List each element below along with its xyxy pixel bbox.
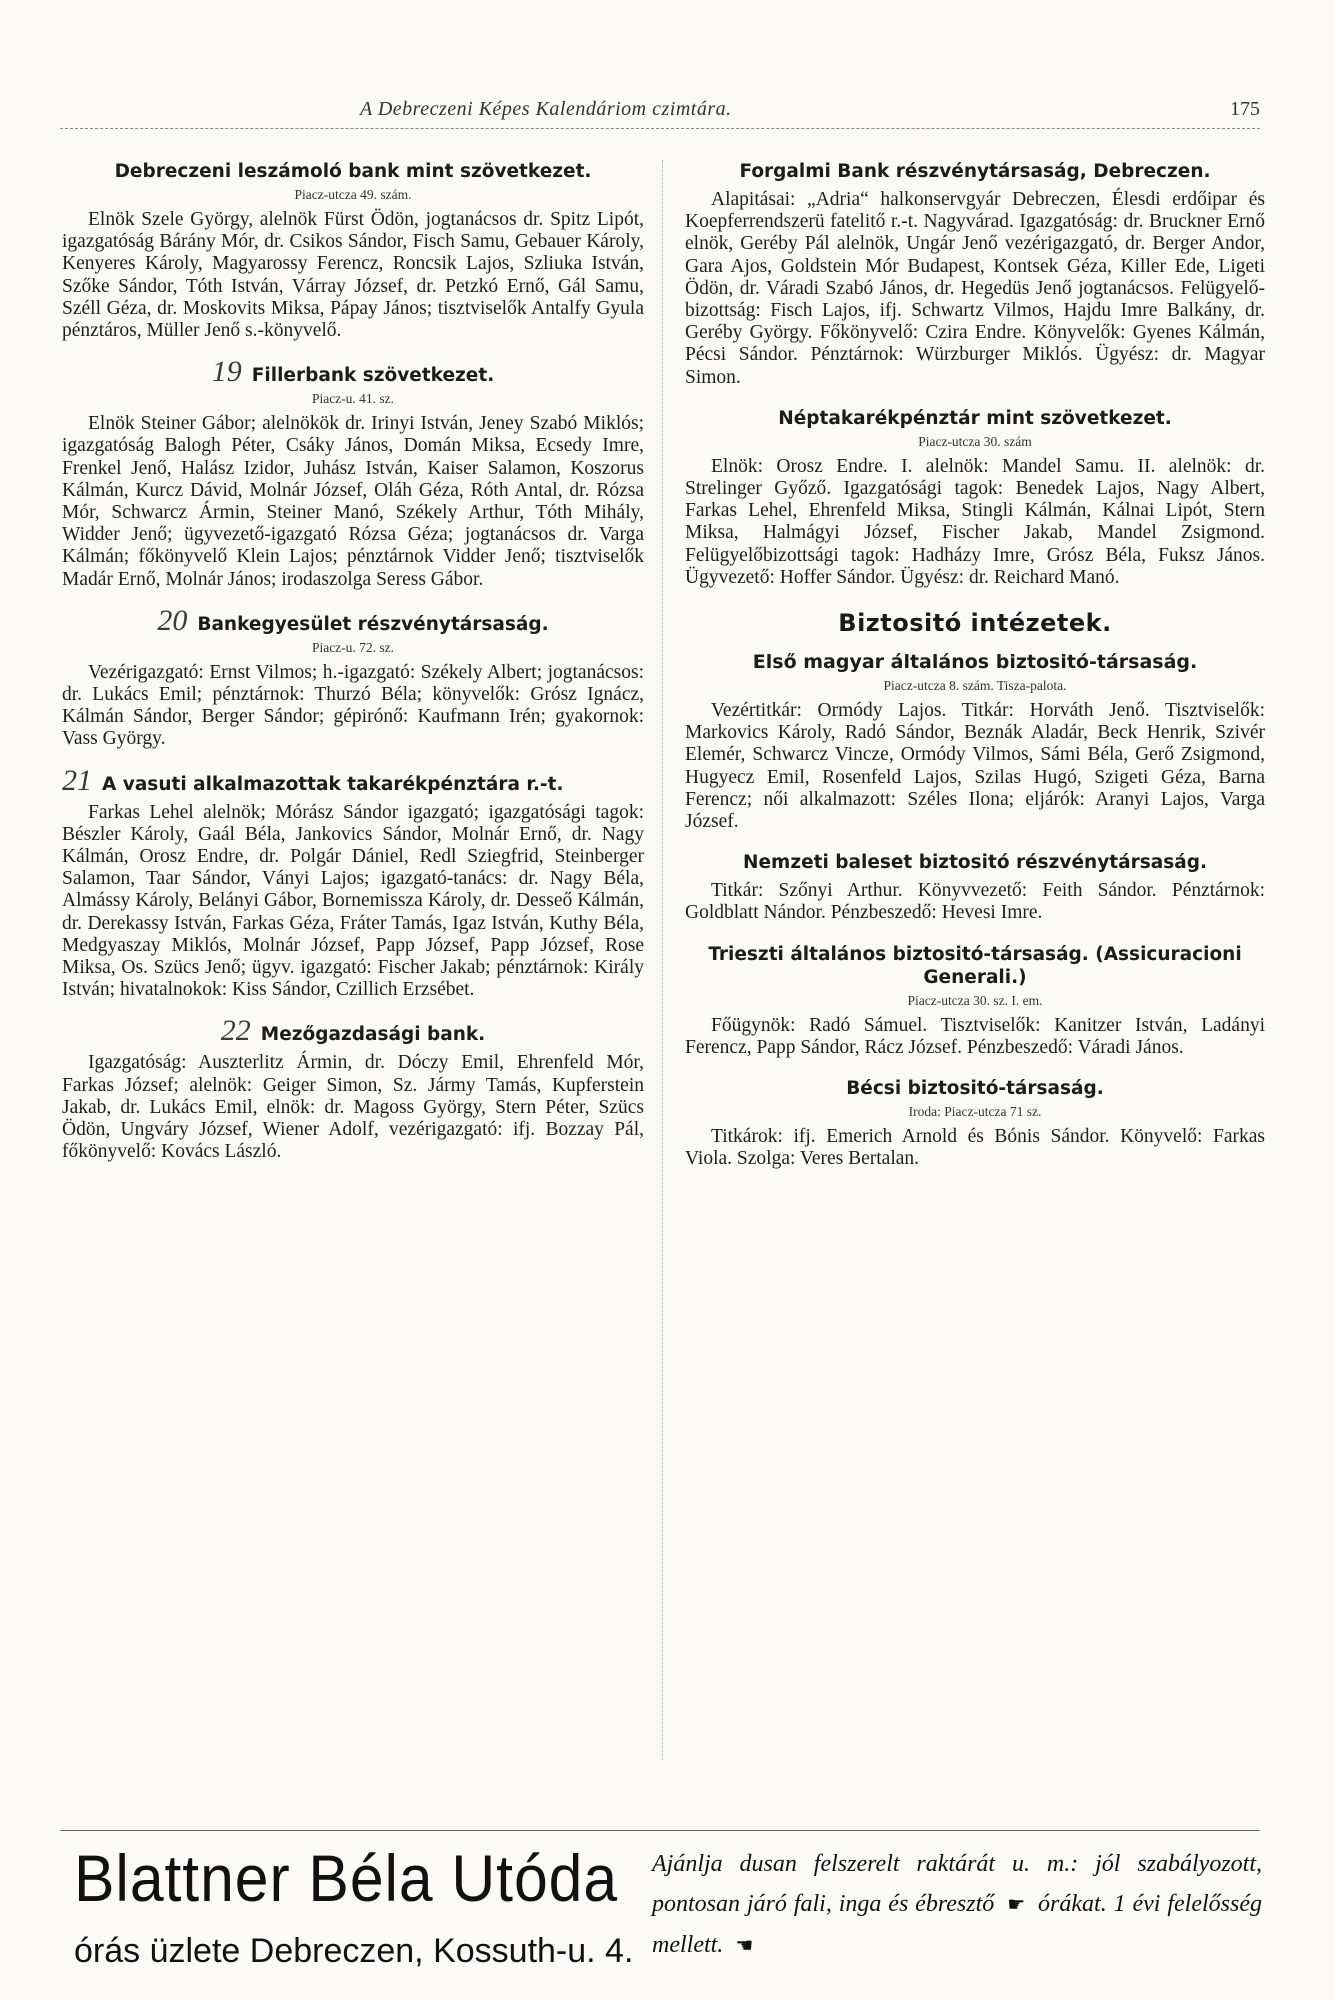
advertisement-text-start: Ajánlja dusan felszerelt raktárát u. m.: jól szabályozott, pontosan járó fali, inga és ébresztő (652, 1851, 1262, 1917)
entry-title (62, 603, 644, 637)
entry-fillerbank (62, 355, 644, 591)
entry-bankegyesulet (62, 603, 644, 751)
advertisement-text (652, 1844, 1262, 1966)
entry-body: Elnök Steiner Gábor; alelnökök dr. Irinyi István, Jeney Szabó Miklós; igazgatóság Balogh Péter, Csáky János, Domán Miksa, Ecsedy Imre, Frenkel Jenő, Halász Izidor, Juhász István, Kaiser Salamon, Koszorus Kálmán, Kurcz Dávid, Molnár József, Oláh Géza, Róth Antal, dr. Rózsa Mór, Schwarcz Ármin, Steiner Manó, Székely Arthur, Tóth Mihály, Widder Jenő; ügyvezető-igazgató Rózsa Géza; jogtanácsos dr. Varga Kálmán; főkönyvelő Klein Lajos; pénztárnok Vidder Jenő; tisztviselők Madár Ernő, Molnár János; irodaszolga Seress Gábor. (62, 413, 644, 590)
entry-title-text: Bankegyesület részvénytársaság. (197, 613, 549, 635)
entry-title: Trieszti általános biztositó-társaság. (Assicuracioni Generali.) (708, 943, 1242, 988)
entry-neptakarekpenztar (685, 407, 1265, 589)
entry-address: Piacz-utcza 30. szám (918, 433, 1032, 449)
entry-body: Titkárok: ifj. Emerich Arnold és Bónis Sándor. Könyvelő: Farkas Viola. Szolga: Veres Bertalan. (685, 1126, 1265, 1170)
left-column (62, 160, 644, 1182)
handwritten-number: 20 (157, 603, 188, 637)
entry-address: Iroda: Piacz-utcza 71 sz. (908, 1104, 1042, 1120)
entry-title-text: Mezőgazdasági bank. (260, 1024, 486, 1046)
entry-body: Alapitásai: „Adria“ halkonservgyár Debreczen, Élesdi erdőipar és Koepferrendszerü fatelitő r.-t. Nagyvárad. Igazgatóság: dr. Bruckner Ernő elnök, Geréby Pál alelnök, Ungár Jenő vezérigazgató, dr. Berger Andor, Gara Ajos, Goldstein Mór Budapest, Kontsek Géza, Killer Ede, Ligeti Ödön, dr. Váradi Szabó János, dr. Hegedüs Jenő jogtanácsos. Felügyelő-bizottság: Fisch Lajos, ifj. Schwartz Vilmos, Hajdu Imre Balkány, dr. Geréby György. Főkönyvelő: Czira Endre. Könyvelők: Gyenes Kálmán, Pécsi Sándor. Pénztárnok: Würzburger Miklós. Ügyész: dr. Magyar Simon. (685, 189, 1265, 388)
handwritten-number: 21 (62, 763, 92, 797)
column-divider (662, 160, 663, 1760)
entry-body: Titkár: Szőnyi Arthur. Könyvvezető: Feith Sándor. Pénztárnok: Goldblatt Nándor. Pénzbeszedő: Hevesi Imre. (685, 880, 1265, 924)
entry-elso-magyar-biztosito (685, 651, 1265, 833)
entry-title: Forgalmi Bank részvénytársaság, Debreczen. (739, 161, 1211, 182)
entry-body: Vezérigazgató: Ernst Vilmos; h.-igazgató: Székely Albert; jogtanácsos: dr. Lukács Emil; pénztárnok: Thurzó Béla; könyvelők: Grósz Ignácz, Kálmán Sándor, Berger Sándor; gépirónő: Kaufmann Irén; gyakornok: Vass György. (62, 661, 644, 750)
entry-title (62, 763, 644, 797)
entry-title (62, 355, 644, 389)
entry-address: Piacz-u. 72. sz. (311, 639, 395, 655)
entry-title-text: A vasuti alkalmazottak takarékpénztára r.-t. (102, 773, 564, 795)
entry-body: Vezértitkár: Ormódy Lajos. Titkár: Horváth Jenő. Tisztviselők: Markovics Károly, Radó Sándor, Beznák Aladár, Beck Henrik, Szivér Elemér, Schwarcz Vincze, Ormódy Vilmos, Sámi Béla, Gerő Zsigmond, Hugyecz Emil, Rosenfeld Lajos, Szilas Hugó, Szigeti Géza, Barna Ferencz; női alkalmazott: Széles Ilona; eljárók: Aranyi Lajos, Varga József. (685, 700, 1265, 833)
pointing-hand-icon: ☛ (1007, 1894, 1026, 1916)
entry-becsi-biztosito (685, 1077, 1265, 1170)
entry-body: Főügynök: Radó Sámuel. Tisztviselők: Kanitzer István, Ladányi Ferencz, Papp Sándor, Rácz József. Pénzbeszedő: Váradi János. (685, 1014, 1265, 1058)
entry-title: Néptakarékpénztár mint szövetkezet. (778, 407, 1172, 429)
advertiser-name: Blattner Béla Utóda (74, 1841, 619, 1915)
entry-title (62, 1014, 644, 1048)
page-number: 175 (1230, 98, 1260, 120)
entry-title-text: Fillerbank szövetkezet. (251, 365, 495, 387)
advertiser-shop: órás üzlete Debreczen, Kossuth-u. 4. (74, 1932, 634, 1970)
entry-title: Első magyar általános biztositó-társaság. (752, 651, 1198, 674)
entry-body: Farkas Lehel alelnök; Mórász Sándor igazgató; igazgatósági tagok: Bészler Károly, Gaál Béla, Jankovics Sándor, Molnár Ernő, dr. Nagy Kálmán, Orosz Endre, dr. Polgár Dániel, Redl Sziegfrid, Steinberger Salamon, Taar Sándor, Ványi Lajos; igazgató-tanács: dr. Nagy Béla, Almássy Károly, Belányi Gábor, Bornemissza Károly, dr. Desseő Kálmán, dr. Derekassy István, Farkas Géza, Fráter Tamás, Igaz István, Kuthy Béla, Medgyaszay Miklós, Molnár József, Papp József, Papp József, Rose Miksa, Os. Szücs Jenő; ügyv. igazgató: Fischer Jakab; pénztárnok: Király István; hivatalnokok: Kiss Sándor, Czillich Erzsébet. (62, 801, 644, 1001)
entry-body: Elnök: Orosz Endre. I. alelnök: Mandel Samu. II. alelnök: dr. Strelinger Győző. Igazgatósági tagok: Benedek Lajos, Nagy Albert, Farkas Lehel, Ehrenfeld Miksa, Stingli Kálmán, Kálnai Lipót, Stern Miksa, Halmágyi József, Fischer Jakab, Mandel Zsigmond. Felügyelőbizottsági tagok: Hadházy Imre, Grósz Béla, Fuksz János. Ügyvezető: Hoffer Sándor. Ügyész: dr. Reichard Manó. (685, 455, 1265, 588)
advertisement-text-end: órákat. 1 évi felelősség mellett. (652, 1891, 1263, 1958)
handwritten-number: 22 (220, 1014, 251, 1048)
entry-title: Nemzeti baleset biztositó részvénytársaság. (743, 852, 1207, 874)
entry-vasuti-takarekpenztar (62, 763, 644, 1002)
running-head-title: A Debreczeni Képes Kalendáriom czimtára. (360, 98, 732, 120)
entry-address: Piacz-utcza 49. szám. (294, 187, 412, 202)
entry-leszamolo-bank (62, 160, 644, 342)
entry-address: Piacz-u. 41. sz. (311, 391, 395, 407)
header-rule (60, 128, 1260, 129)
entry-title: Debreczeni leszámoló bank mint szövetkezet. (114, 161, 592, 182)
handwritten-number: 19 (211, 355, 242, 389)
advertisement (60, 1840, 1263, 1980)
entry-address: Piacz-utcza 8. szám. Tisza-palota. (883, 678, 1067, 694)
running-head (60, 98, 1260, 132)
right-column (685, 160, 1265, 1188)
advertisement-rule (60, 1830, 1260, 1831)
entry-forgalmi-bank (685, 160, 1265, 389)
section-heading: Biztositó intézetek. (838, 609, 1112, 638)
entry-body: Igazgatóság: Auszterlitz Ármin, dr. Dóczy Emil, Ehrenfeld Mór, Farkas József; alelnök: Geiger Simon, Sz. Jármy Tamás, Kupferstein Jakab, dr. Lukács Emil, elnök: dr. Magoss György, Stern Péter, Szücs Ödön, Ungváry József, Wiener Adolf, vezérigazgató: ifj. Bozzay Pál, főkönyvelő: Kovács László. (62, 1052, 644, 1163)
pointing-hand-icon: ☚ (735, 1935, 754, 1957)
entry-nemzeti-baleset (685, 851, 1265, 924)
entry-title: Bécsi biztositó-társaság. (846, 1078, 1104, 1100)
entry-address: Piacz-utcza 30. sz. I. em. (907, 992, 1043, 1008)
entry-mezogazdasagi-bank (62, 1014, 644, 1163)
entry-body: Elnök Szele György, alelnök Fürst Ödön, jogtanácsos dr. Spitz Lipót, igazgatóság Bárány Mór, dr. Csikos Sándor, Fisch Samu, Gebauer Károly, Kenyeres Károly, Magyarossy Ferencz, Roncsik Lajos, Szliuka István, Szőke Sándor, Tóth István, Várray József, dr. Petzkó Ernő, Gál Samu, Széll Géza, dr. Moskovits Miksa, Pápay János; tisztviselők Antalfy Gyula pénztáros, Müller Jenő s.-könyvelő. (62, 209, 644, 342)
entry-trieszti-biztosito (685, 943, 1265, 1059)
